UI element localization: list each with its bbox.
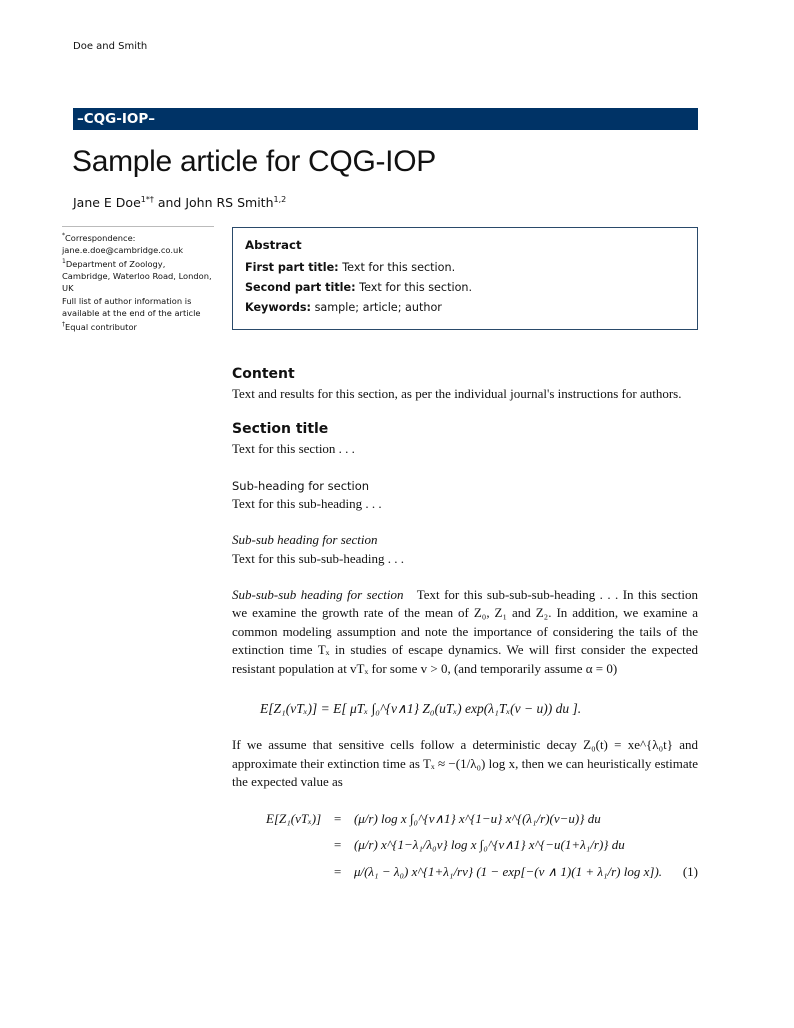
eq-relation: = (333, 863, 342, 879)
abstract-label: First part title: (245, 261, 339, 274)
equation-aligned (260, 806, 668, 885)
full-list-note: Full list of author information is available at the end of the article (62, 295, 201, 318)
paragraph: Text for this sub-sub-sub-heading . . . In this section we examine the growth rate of the mean of Z₀, Z₁ and Z₂. In addition, we examine a common modeling assumption and note the importance of considering the tails of the extinction time Tₓ in studies of escape dynamics. We will first consider the expected resistant population at vTₓ for some v > 0, (and temporarily assume α = 0) (232, 587, 698, 676)
author-notes (62, 226, 214, 333)
subsubsubheading: Sub-sub-sub heading for section (232, 587, 404, 603)
eq-relation: = (333, 810, 342, 826)
note-mark: † (62, 320, 65, 328)
author-1-marks: 1*† (140, 195, 154, 204)
journal-banner: –CQG-IOP– (73, 108, 698, 130)
equation-1: E[Z₁(vTₓ)] = E[ μTₓ ∫₀^{v∧1} Z₀(uTₓ) exp(λ₁Tₓ(v − u)) du ]. (260, 701, 582, 717)
equation-number: (1) (682, 863, 698, 879)
content-text: Text and results for this section, as per the individual journal's instructions for authors. (232, 386, 682, 401)
subheading-text: Text for this sub-heading . . . (232, 495, 382, 511)
author-1: Jane E Doe (73, 195, 141, 211)
content-heading: Content (232, 366, 295, 382)
author-2: and John RS Smith (153, 195, 274, 211)
email-link[interactable]: jane.e.doe@cambridge.co.uk (62, 244, 184, 255)
eq-line-2: (μ/r) x^{1−λ₁/λ₀v} log x ∫₀^{v∧1} x^{−u(1+λ₁/r)} du (353, 837, 625, 853)
abstract-text: Text for this section. (338, 261, 456, 274)
paragraph-2: If we assume that sensitive cells follow a deterministic decay Z₀(t) = xe^{λ₀t} and approximate their extinction time as Tₓ ≈ −(1/λ₀) log x, then we can heuristically estimate the expected value as (232, 737, 698, 790)
abstract-label: Second part title: (245, 281, 356, 294)
author-list (73, 195, 286, 210)
abstract-text: Text for this section. (355, 281, 473, 294)
eq-line-1: (μ/r) log x ∫₀^{v∧1} x^{1−u} x^{(λ₁/r)(v−u)} du (353, 810, 601, 826)
keywords-label: Keywords: (245, 301, 312, 314)
keywords: sample; article; author (311, 301, 442, 314)
author-2-marks: 1,2 (273, 195, 287, 204)
subsubheading-text: Text for this sub-sub-heading . . . (232, 550, 405, 566)
equal-contributor: Equal contributor (65, 321, 137, 332)
subsubheading: Sub-sub heading for section (232, 532, 378, 548)
affiliation: Department of Zoology, Cambridge, Waterloo Road, London, UK (62, 258, 212, 294)
eq-relation: = (333, 837, 342, 853)
correspondence-label: Correspondence: (65, 232, 136, 243)
abstract-heading: Abstract (245, 238, 302, 252)
article-body (232, 364, 698, 885)
eq-lhs: E[Z₁(vTₓ)] (266, 810, 322, 826)
section-heading: Section title (232, 421, 329, 438)
running-head: Doe and Smith (73, 41, 148, 52)
abstract-box (232, 227, 698, 330)
subheading: Sub-heading for section (232, 478, 370, 493)
eq-line-3: μ/(λ₁ − λ₀) x^{1+λ₁/rv} (1 − exp[−(v ∧ 1)(1 + λ₁/r) log x]). (353, 863, 663, 879)
section-text: Text for this section . . . (232, 441, 355, 457)
note-mark: * (62, 232, 65, 239)
article-title: Sample article for CQG-IOP (72, 145, 436, 178)
note-mark: 1 (62, 258, 66, 266)
